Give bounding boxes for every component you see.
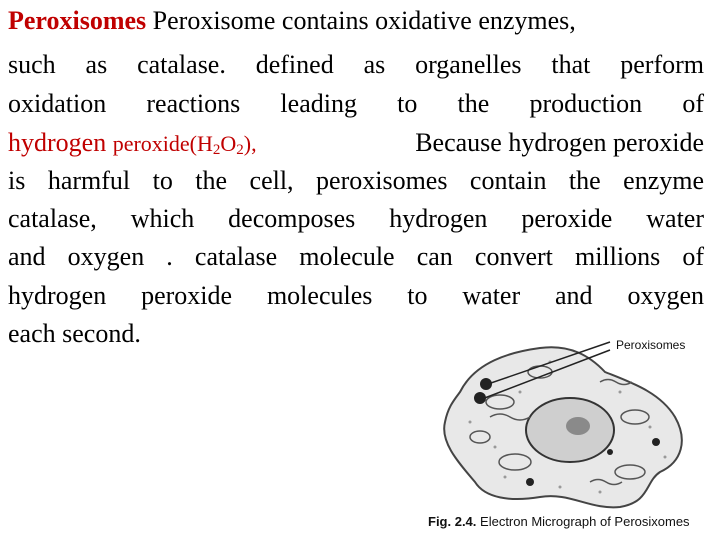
text-line-7: and oxygen . catalase molecule can convert millions of — [8, 242, 704, 271]
text-line-8: hydrogen peroxide molecules to water and oxygen — [8, 281, 704, 310]
line1-rest: Peroxisome contains oxidative enzymes, — [152, 6, 576, 35]
caption-text: Electron Micrograph of Perosixomes — [480, 514, 690, 529]
formula-part-a: peroxide(H — [112, 131, 213, 156]
figure-caption — [428, 514, 690, 529]
text-line-5: is harmful to the cell, peroxisomes contain the enzyme — [8, 166, 704, 195]
formula-subscript-1: 2 — [212, 142, 221, 158]
nucleolus — [566, 417, 590, 435]
formula-subscript-2: 2 — [236, 142, 244, 158]
caption-number: Fig. 2.4. — [428, 514, 477, 529]
formula-part-b: O — [220, 131, 237, 156]
formula-part-c: ), — [243, 131, 257, 156]
text-line-3: oxidation reactions leading to the production of — [8, 89, 704, 118]
text-line-9: each second. — [8, 319, 141, 348]
peroxisomes-callout-label: Peroxisomes — [616, 338, 686, 352]
text-line-1 — [8, 6, 704, 36]
text-line-6: catalase, which decomposes hydrogen peroxide water — [8, 204, 704, 233]
heading-peroxisomes: Peroxisomes — [8, 6, 147, 35]
micrograph-figure — [420, 322, 720, 540]
text-line-4 — [8, 128, 704, 165]
hydrogen-red: hydrogen — [8, 128, 107, 157]
line4-rest: Because hydrogen peroxide — [415, 128, 704, 157]
text-line-2: such as catalase. defined as organelles that perform — [8, 50, 704, 79]
h2o2-formula — [113, 131, 257, 156]
